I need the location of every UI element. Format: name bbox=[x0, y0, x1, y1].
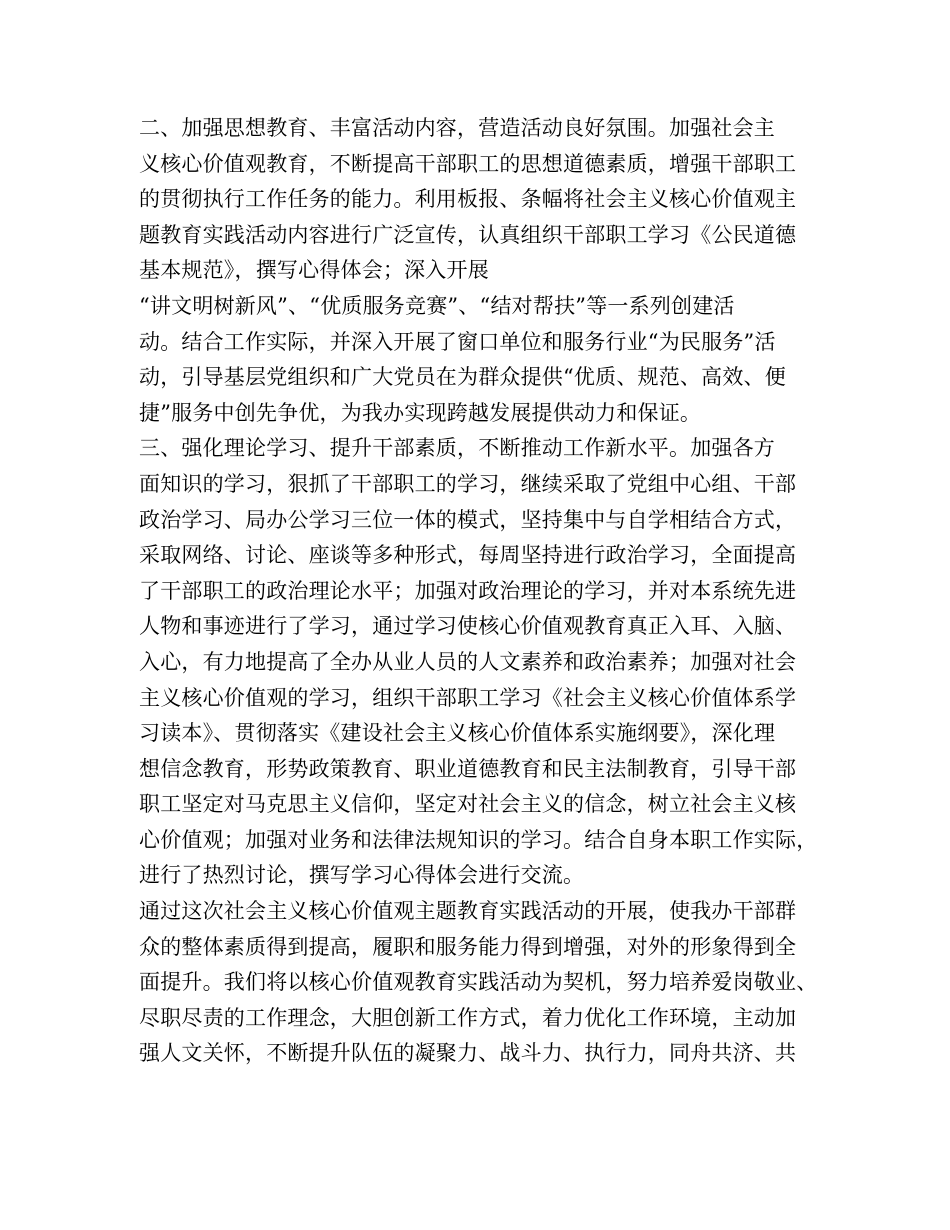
text-line: 想信念教育，形势政策教育、职业道德教育和民主法制教育，引导干部 bbox=[139, 756, 797, 781]
text-line: 义核心价值观教育，不断提高干部职工的思想道德素质，增强干部职工 bbox=[139, 151, 797, 176]
text-line: 三、强化理论学习、提升干部素质，不断推动工作新水平。加强各方 bbox=[139, 436, 775, 461]
text-line: “讲文明树新风”、“优质服务竞赛”、“结对帮扶”等一系列创建活 bbox=[139, 293, 735, 318]
text-line: 了干部职工的政治理论水平；加强对政治理论的学习，并对本系统先进 bbox=[139, 578, 797, 603]
text-line: 动，引导基层党组织和广大党员在为群众提供“优质、规范、高效、便 bbox=[139, 365, 786, 390]
text-line: 二、加强思想教育、丰富活动内容，营造活动良好氛围。加强社会主 bbox=[139, 116, 775, 140]
text-line: 入心，有力地提高了全办从业人员的人文素养和政治素养；加强对社会 bbox=[139, 649, 797, 674]
text-line: 职工坚定对马克思主义信仰，坚定对社会主义的信念，树立社会主义核 bbox=[139, 792, 797, 817]
text-line: 基本规范》，撰写心得体会；深入开展 bbox=[139, 258, 489, 283]
text-line: 面知识的学习，狠抓了干部职工的学习，继续采取了党组中心组、干部 bbox=[139, 471, 797, 496]
text-line: 面提升。我们将以核心价值观教育实践活动为契机，努力培养爱岗敬业、 bbox=[139, 970, 818, 995]
text-line: 捷”服务中创先争优，为我办实现跨越发展提供动力和保证。 bbox=[139, 400, 702, 425]
text-line: 通过这次社会主义核心价值观主题教育实践活动的开展，使我办干部群 bbox=[139, 899, 797, 924]
text-line: 尽职尽责的工作理念，大胆创新工作方式，着力优化工作环境，主动加 bbox=[139, 1005, 797, 1030]
text-line: 强人文关怀，不断提升队伍的凝聚力、战斗力、执行力，同舟共济、共 bbox=[139, 1041, 797, 1066]
text-line: 进行了热烈讨论，撰写学习心得体会进行交流。 bbox=[139, 863, 585, 888]
document-body-text bbox=[139, 111, 819, 1072]
text-line: 心价值观；加强对业务和法律法规知识的学习。结合自身本职工作实际， bbox=[139, 827, 818, 852]
text-line: 采取网络、讨论、座谈等多种形式，每周坚持进行政治学习，全面提高 bbox=[139, 543, 797, 568]
text-line: 题教育实践活动内容进行广泛宣传，认真组织干部职工学习《公民道德 bbox=[139, 222, 797, 247]
text-line: 习读本》、贯彻落实《建设社会主义核心价值体系实施纲要》，深化理 bbox=[139, 721, 776, 746]
text-line: 政治学习、局办公学习三位一体的模式，坚持集中与自学相结合方式， bbox=[139, 507, 797, 532]
text-line: 动。结合工作实际，并深入开展了窗口单位和服务行业“为民服务”活 bbox=[139, 329, 776, 354]
text-line: 主义核心价值观的学习，组织干部职工学习《社会主义核心价值体系学 bbox=[139, 685, 797, 710]
text-line: 的贯彻执行工作任务的能力。利用板报、条幅将社会主义核心价值观主 bbox=[139, 187, 797, 212]
text-line: 人物和事迹进行了学习，通过学习使核心价值观教育真正入耳、入脑、 bbox=[139, 614, 797, 639]
text-line: 众的整体素质得到提高，履职和服务能力得到增强，对外的形象得到全 bbox=[139, 934, 797, 959]
